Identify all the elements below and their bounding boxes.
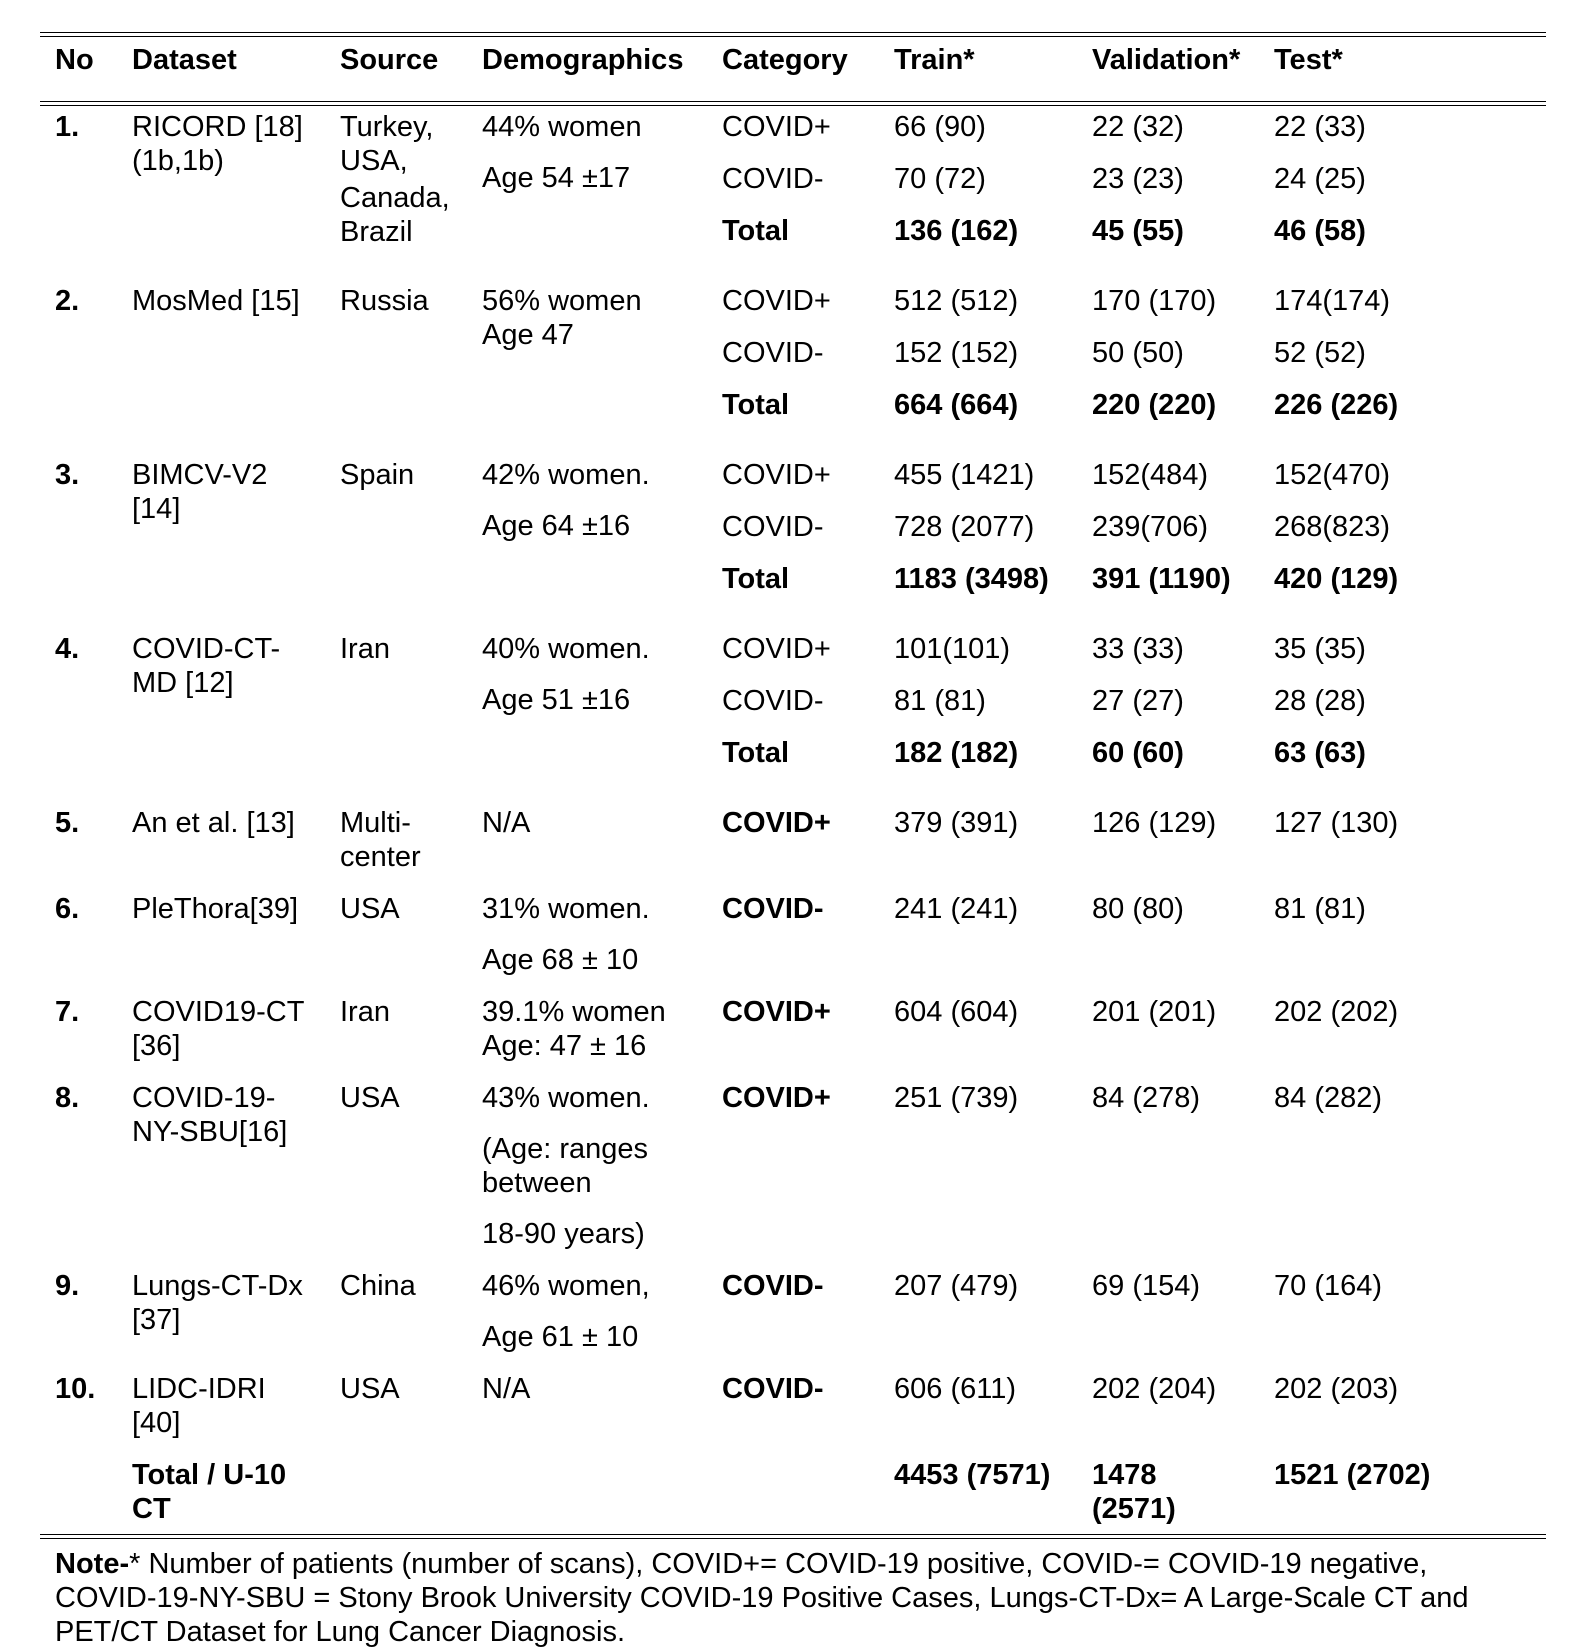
source-text: USA bbox=[340, 893, 400, 925]
demographics-text: 39.1% women bbox=[482, 996, 666, 1028]
dataset-name: [40] bbox=[132, 1407, 181, 1439]
category-cell bbox=[722, 1368, 894, 1454]
demographics-cell bbox=[482, 628, 722, 802]
validation-value: 22 (32) bbox=[1092, 111, 1184, 143]
demographics-text: 42% women. bbox=[482, 459, 650, 491]
table-row bbox=[40, 1265, 1546, 1368]
total-label-line: CT bbox=[132, 1493, 171, 1525]
train-cell bbox=[894, 106, 1092, 280]
test-cell bbox=[1274, 888, 1546, 991]
dataset-name: NY-SBU[16] bbox=[132, 1116, 288, 1148]
source-text: Russia bbox=[340, 285, 429, 317]
col-header: Validation* bbox=[1092, 44, 1241, 76]
test-value: 35 (35) bbox=[1274, 633, 1366, 665]
category-label: COVID- bbox=[722, 1270, 824, 1302]
source-cell bbox=[340, 888, 482, 991]
train-value: 728 (2077) bbox=[894, 511, 1035, 543]
train-value: 101(101) bbox=[894, 633, 1011, 665]
source-cell bbox=[340, 991, 482, 1077]
test-value: 420 (129) bbox=[1274, 563, 1399, 595]
source-text: Iran bbox=[340, 633, 390, 665]
row-number: 1. bbox=[55, 111, 80, 143]
total-label bbox=[132, 1454, 340, 1534]
total-validation-value: (2571) bbox=[1092, 1493, 1176, 1525]
total-train-value: 4453 (7571) bbox=[894, 1459, 1051, 1491]
validation-value: 60 (60) bbox=[1092, 737, 1184, 769]
category-label: Total bbox=[722, 389, 790, 421]
table-row bbox=[40, 106, 1546, 280]
demographics-text: Age 51 ±16 bbox=[482, 684, 631, 716]
table-row bbox=[40, 1368, 1546, 1454]
category-label: COVID- bbox=[722, 337, 824, 369]
table-document bbox=[40, 32, 1546, 1649]
demographics-cell bbox=[482, 991, 722, 1077]
validation-value: 202 (204) bbox=[1092, 1373, 1217, 1405]
total-train bbox=[894, 1454, 1092, 1534]
train-value: 70 (72) bbox=[894, 163, 986, 195]
train-cell bbox=[894, 628, 1092, 802]
train-value: 136 (162) bbox=[894, 215, 1019, 247]
row-number: 2. bbox=[55, 285, 80, 317]
test-value: 52 (52) bbox=[1274, 337, 1366, 369]
train-cell bbox=[894, 454, 1092, 628]
row-number: 5. bbox=[55, 807, 80, 839]
source-cell bbox=[340, 1077, 482, 1265]
dataset-cell bbox=[132, 454, 340, 628]
train-value: 66 (90) bbox=[894, 111, 986, 143]
source-text: Spain bbox=[340, 459, 415, 491]
source-cell bbox=[340, 454, 482, 628]
row-number: 9. bbox=[55, 1270, 80, 1302]
demographics-text: Age 61 ± 10 bbox=[482, 1321, 639, 1353]
validation-value: 50 (50) bbox=[1092, 337, 1184, 369]
demographics-cell bbox=[482, 280, 722, 454]
test-value: 84 (282) bbox=[1274, 1082, 1383, 1114]
test-value: 22 (33) bbox=[1274, 111, 1366, 143]
dataset-cell bbox=[132, 1077, 340, 1265]
dataset-name: [14] bbox=[132, 493, 181, 525]
category-cell bbox=[722, 454, 894, 628]
demographics-text: 31% women. bbox=[482, 893, 650, 925]
dataset-name: [37] bbox=[132, 1304, 181, 1336]
row-number: 4. bbox=[55, 633, 80, 665]
test-cell bbox=[1274, 628, 1546, 802]
test-value: 268(823) bbox=[1274, 511, 1391, 543]
validation-cell bbox=[1092, 991, 1274, 1077]
demographics-text: Age 64 ±16 bbox=[482, 510, 631, 542]
test-value: 24 (25) bbox=[1274, 163, 1366, 195]
demographics-text: N/A bbox=[482, 1373, 531, 1405]
dataset-name: COVID19-CT bbox=[132, 996, 305, 1028]
table-body bbox=[40, 106, 1546, 1534]
train-value: 664 (664) bbox=[894, 389, 1019, 421]
test-value: 46 (58) bbox=[1274, 215, 1366, 247]
dataset-name: MosMed [15] bbox=[132, 285, 300, 317]
train-cell bbox=[894, 802, 1092, 888]
validation-value: 33 (33) bbox=[1092, 633, 1184, 665]
dataset-name: COVID-CT- bbox=[132, 633, 281, 665]
category-cell bbox=[722, 802, 894, 888]
validation-value: 220 (220) bbox=[1092, 389, 1217, 421]
col-header: Train* bbox=[894, 44, 975, 76]
source-cell bbox=[340, 106, 482, 280]
category-label: Total bbox=[722, 737, 790, 769]
dataset-table-body bbox=[40, 106, 1546, 1534]
test-value: 152(470) bbox=[1274, 459, 1391, 491]
row-number: 10. bbox=[55, 1373, 96, 1405]
total-label-line: Total / U-10 bbox=[132, 1459, 287, 1491]
col-header: Test* bbox=[1274, 44, 1343, 76]
train-cell bbox=[894, 1265, 1092, 1368]
table-row bbox=[40, 1077, 1546, 1265]
category-cell bbox=[722, 888, 894, 991]
col-header: Category bbox=[722, 44, 848, 76]
category-label: COVID- bbox=[722, 163, 824, 195]
source-text: Brazil bbox=[340, 216, 413, 248]
validation-value: 23 (23) bbox=[1092, 163, 1184, 195]
note-line: PET/CT Dataset for Lung Cancer Diagnosis. bbox=[55, 1616, 626, 1648]
train-value: 512 (512) bbox=[894, 285, 1019, 317]
validation-value: 69 (154) bbox=[1092, 1270, 1201, 1302]
dataset-name: An et al. [13] bbox=[132, 807, 295, 839]
dataset-name: COVID-19- bbox=[132, 1082, 276, 1114]
source-text: Canada, bbox=[340, 182, 450, 214]
category-label: COVID- bbox=[722, 511, 824, 543]
train-value: 81 (81) bbox=[894, 685, 986, 717]
category-label: COVID+ bbox=[722, 459, 831, 491]
train-cell bbox=[894, 1368, 1092, 1454]
test-cell bbox=[1274, 802, 1546, 888]
train-value: 1183 (3498) bbox=[894, 563, 1049, 595]
validation-value: 45 (55) bbox=[1092, 215, 1184, 247]
source-cell bbox=[340, 280, 482, 454]
test-cell bbox=[1274, 280, 1546, 454]
source-text: USA, bbox=[340, 145, 408, 177]
note-line: * Number of patients (number of scans), COVID+= COVID-19 positive, COVID-= COVID-19 negative, bbox=[129, 1548, 1428, 1580]
demographics-text: Age: 47 ± 16 bbox=[482, 1030, 647, 1062]
note-label: Note- bbox=[55, 1548, 130, 1580]
train-cell bbox=[894, 991, 1092, 1077]
category-cell bbox=[722, 628, 894, 802]
train-value: 379 (391) bbox=[894, 807, 1019, 839]
validation-value: 126 (129) bbox=[1092, 807, 1217, 839]
category-label: COVID+ bbox=[722, 285, 831, 317]
category-label: Total bbox=[722, 563, 790, 595]
total-validation bbox=[1092, 1454, 1274, 1534]
train-value: 152 (152) bbox=[894, 337, 1019, 369]
category-label: COVID- bbox=[722, 685, 824, 717]
source-cell bbox=[340, 1265, 482, 1368]
source-cell bbox=[340, 802, 482, 888]
row-number: 7. bbox=[55, 996, 80, 1028]
category-label: COVID- bbox=[722, 1373, 824, 1405]
validation-cell bbox=[1092, 1368, 1274, 1454]
validation-cell bbox=[1092, 628, 1274, 802]
table-row bbox=[40, 991, 1546, 1077]
col-header: Dataset bbox=[132, 44, 237, 76]
validation-value: 152(484) bbox=[1092, 459, 1209, 491]
table-row bbox=[40, 628, 1546, 802]
demographics-text: between bbox=[482, 1167, 592, 1199]
dataset-name: RICORD [18] bbox=[132, 111, 303, 143]
validation-cell bbox=[1092, 888, 1274, 991]
table-row bbox=[40, 280, 1546, 454]
category-label: COVID+ bbox=[722, 807, 831, 839]
demographics-cell bbox=[482, 454, 722, 628]
demographics-text: Age 68 ± 10 bbox=[482, 944, 639, 976]
header-row bbox=[40, 37, 1546, 101]
dataset-name: [36] bbox=[132, 1030, 181, 1062]
test-cell bbox=[1274, 1265, 1546, 1368]
dataset-name: LIDC-IDRI bbox=[132, 1373, 266, 1405]
total-test-value: 1521 (2702) bbox=[1274, 1459, 1431, 1491]
train-cell bbox=[894, 888, 1092, 991]
train-cell bbox=[894, 280, 1092, 454]
demographics-text: 40% women. bbox=[482, 633, 650, 665]
category-label: COVID+ bbox=[722, 1082, 831, 1114]
dataset-cell bbox=[132, 280, 340, 454]
row-number: 6. bbox=[55, 893, 80, 925]
validation-value: 391 (1190) bbox=[1092, 563, 1231, 595]
test-value: 70 (164) bbox=[1274, 1270, 1383, 1302]
category-cell bbox=[722, 991, 894, 1077]
validation-value: 170 (170) bbox=[1092, 285, 1217, 317]
category-cell bbox=[722, 280, 894, 454]
demographics-cell bbox=[482, 1077, 722, 1265]
test-value: 127 (130) bbox=[1274, 807, 1399, 839]
total-validation-value: 1478 bbox=[1092, 1459, 1157, 1491]
dataset-cell bbox=[132, 1368, 340, 1454]
dataset-name: Lungs-CT-Dx bbox=[132, 1270, 303, 1302]
bottom-rule bbox=[40, 1534, 1546, 1539]
dataset-cell bbox=[132, 802, 340, 888]
total-empty bbox=[722, 1454, 894, 1534]
demographics-text: 46% women, bbox=[482, 1270, 650, 1302]
dataset-cell bbox=[132, 628, 340, 802]
train-value: 207 (479) bbox=[894, 1270, 1019, 1302]
train-cell bbox=[894, 1077, 1092, 1265]
table-row bbox=[40, 454, 1546, 628]
test-value: 202 (203) bbox=[1274, 1373, 1399, 1405]
validation-cell bbox=[1092, 1265, 1274, 1368]
category-cell bbox=[722, 106, 894, 280]
row-number: 3. bbox=[55, 459, 80, 491]
demographics-cell bbox=[482, 1368, 722, 1454]
source-text: Turkey, bbox=[340, 111, 434, 143]
demographics-text: 18-90 years) bbox=[482, 1218, 645, 1250]
validation-cell bbox=[1092, 106, 1274, 280]
total-test bbox=[1274, 1454, 1546, 1534]
total-empty bbox=[40, 1454, 132, 1534]
category-cell bbox=[722, 1077, 894, 1265]
test-value: 63 (63) bbox=[1274, 737, 1366, 769]
source-cell bbox=[340, 1368, 482, 1454]
category-label: COVID- bbox=[722, 893, 824, 925]
demographics-text: N/A bbox=[482, 807, 531, 839]
test-cell bbox=[1274, 454, 1546, 628]
test-value: 226 (226) bbox=[1274, 389, 1399, 421]
validation-cell bbox=[1092, 802, 1274, 888]
source-text: Iran bbox=[340, 996, 390, 1028]
category-label: Total bbox=[722, 215, 790, 247]
validation-cell bbox=[1092, 454, 1274, 628]
dataset-name: BIMCV-V2 bbox=[132, 459, 268, 491]
col-header: No bbox=[55, 44, 94, 76]
total-row bbox=[40, 1454, 1546, 1534]
category-label: COVID+ bbox=[722, 633, 831, 665]
dataset-cell bbox=[132, 991, 340, 1077]
demographics-cell bbox=[482, 802, 722, 888]
test-value: 174(174) bbox=[1274, 285, 1391, 317]
dataset-cell bbox=[132, 1265, 340, 1368]
dataset-cell bbox=[132, 888, 340, 991]
demographics-text: Age 47 bbox=[482, 319, 574, 351]
demographics-text: 56% women bbox=[482, 285, 642, 317]
train-value: 182 (182) bbox=[894, 737, 1019, 769]
dataset-name: (1b,1b) bbox=[132, 145, 224, 177]
train-value: 251 (739) bbox=[894, 1082, 1019, 1114]
row-number: 8. bbox=[55, 1082, 80, 1114]
source-text: USA bbox=[340, 1373, 400, 1405]
col-header: Demographics bbox=[482, 44, 684, 76]
category-cell bbox=[722, 1265, 894, 1368]
dataset-table bbox=[40, 37, 1546, 101]
demographics-text: 44% women bbox=[482, 111, 642, 143]
table-row bbox=[40, 802, 1546, 888]
validation-cell bbox=[1092, 280, 1274, 454]
total-empty bbox=[482, 1454, 722, 1534]
test-value: 81 (81) bbox=[1274, 893, 1366, 925]
train-value: 241 (241) bbox=[894, 893, 1019, 925]
dataset-name: PleThora[39] bbox=[132, 893, 299, 925]
test-value: 28 (28) bbox=[1274, 685, 1366, 717]
train-value: 455 (1421) bbox=[894, 459, 1035, 491]
test-value: 202 (202) bbox=[1274, 996, 1399, 1028]
table-row bbox=[40, 888, 1546, 991]
test-cell bbox=[1274, 106, 1546, 280]
category-label: COVID+ bbox=[722, 111, 831, 143]
demographics-cell bbox=[482, 1265, 722, 1368]
validation-value: 80 (80) bbox=[1092, 893, 1184, 925]
validation-value: 239(706) bbox=[1092, 511, 1209, 543]
demographics-text: 43% women. bbox=[482, 1082, 650, 1114]
validation-cell bbox=[1092, 1077, 1274, 1265]
test-cell bbox=[1274, 991, 1546, 1077]
demographics-text: (Age: ranges bbox=[482, 1133, 649, 1165]
demographics-text: Age 54 ±17 bbox=[482, 162, 631, 194]
validation-value: 201 (201) bbox=[1092, 996, 1217, 1028]
table-note bbox=[40, 1547, 1546, 1649]
total-empty bbox=[340, 1454, 482, 1534]
note-line: COVID-19-NY-SBU = Stony Brook University COVID-19 Positive Cases, Lungs-CT-Dx= A Large-Scale CT and bbox=[55, 1582, 1469, 1614]
category-label: COVID+ bbox=[722, 996, 831, 1028]
source-text: USA bbox=[340, 1082, 400, 1114]
demographics-cell bbox=[482, 888, 722, 991]
demographics-cell bbox=[482, 106, 722, 280]
train-value: 606 (611) bbox=[894, 1373, 1016, 1405]
validation-value: 27 (27) bbox=[1092, 685, 1184, 717]
train-value: 604 (604) bbox=[894, 996, 1019, 1028]
source-cell bbox=[340, 628, 482, 802]
source-text: center bbox=[340, 841, 421, 873]
test-cell bbox=[1274, 1077, 1546, 1265]
validation-value: 84 (278) bbox=[1092, 1082, 1201, 1114]
dataset-cell bbox=[132, 106, 340, 280]
dataset-name: MD [12] bbox=[132, 667, 234, 699]
test-cell bbox=[1274, 1368, 1546, 1454]
col-header: Source bbox=[340, 44, 439, 76]
source-text: Multi- bbox=[340, 807, 411, 839]
source-text: China bbox=[340, 1270, 416, 1302]
